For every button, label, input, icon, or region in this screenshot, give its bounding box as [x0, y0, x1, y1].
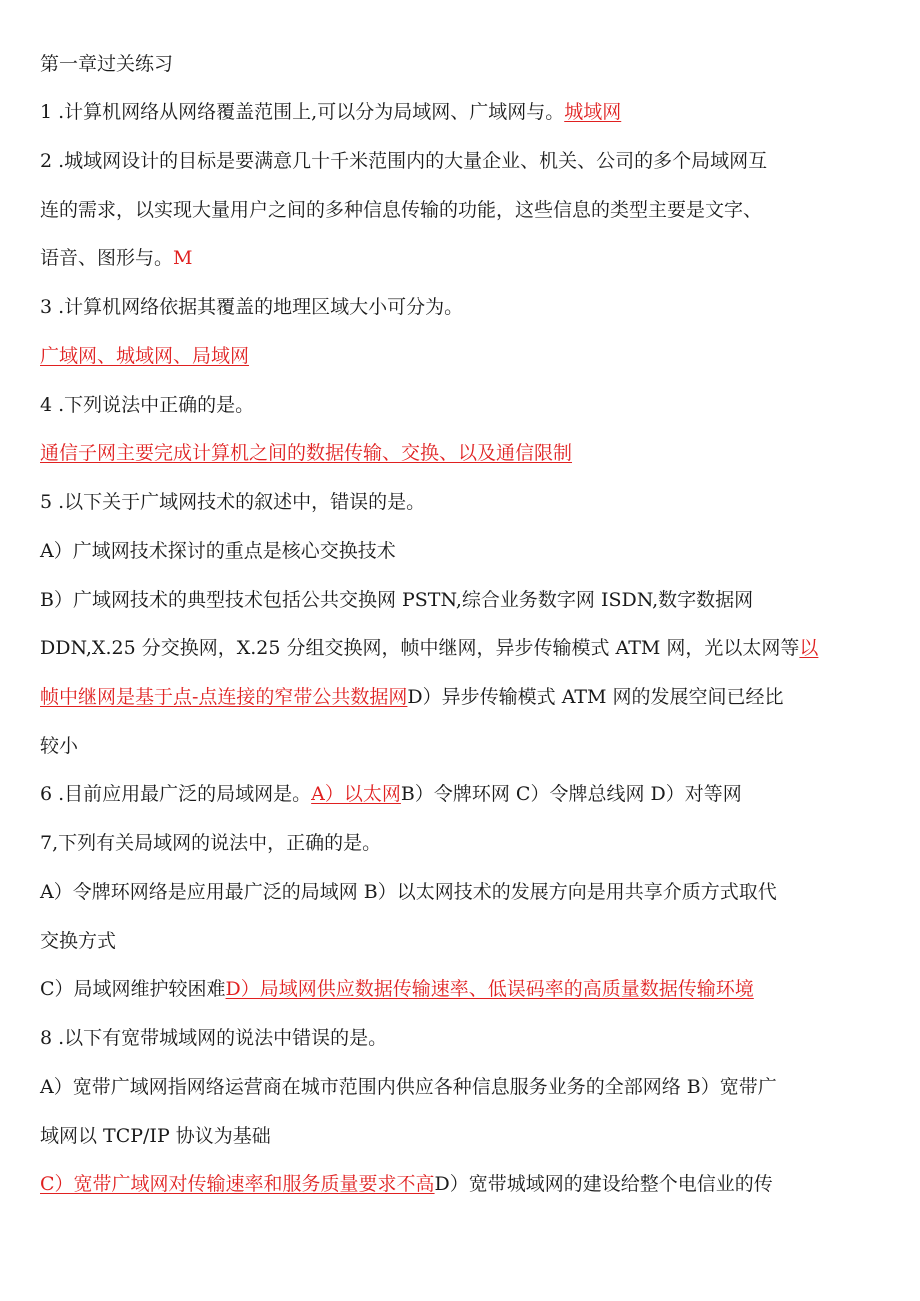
answer-4: 通信子网主要完成计算机之间的数据传输、交换、以及通信限制	[40, 442, 573, 464]
question-2-text: 语音、图形与。	[40, 247, 174, 269]
question-2-line-1: 2 .城域网设计的目标是要满意几十千米范围内的大量企业、机关、公司的多个局域网互	[40, 150, 768, 172]
question-7-line: 7,下列有关局域网的说法中，正确的是。	[40, 832, 382, 854]
answer-7: D）局域网供应数据传输速率、低误码率的高质量数据传输环境	[225, 978, 754, 1000]
question-1-line	[40, 100, 880, 124]
question-1-text: 1 .计算机网络从网络覆盖范围上,可以分为局域网、广域网与。	[40, 101, 565, 123]
question-8-answer-line	[40, 1172, 880, 1196]
question-4-line: 4 .下列说法中正确的是。	[40, 394, 255, 416]
question-2-line-3	[40, 246, 880, 270]
question-6-text: 6 .目前应用最广泛的局域网是。	[40, 783, 312, 805]
question-8-options-line-1: A）宽带广域网指网络运营商在城市范围内供应各种信息服务业务的全部网络 B）宽带广	[40, 1076, 777, 1098]
answer-2: M	[173, 247, 193, 269]
question-8-option-d: D）宽带城域网的建设给整个电信业的传	[434, 1173, 773, 1195]
question-7-options-line-2: 交换方式	[40, 930, 117, 952]
answer-1: 城域网	[564, 101, 622, 123]
question-7-answer-line	[40, 977, 880, 1001]
question-5-answer-line	[40, 685, 880, 709]
question-3-line: 3 .计算机网络依据其覆盖的地理区域大小可分为。	[40, 296, 464, 318]
question-5-line: 5 .以下关于广域网技术的叙述中，错误的是。	[40, 491, 426, 513]
answer-3-line	[40, 344, 880, 368]
document-title: 第一章过关练习	[40, 53, 174, 75]
question-5-option-b-line-1: B）广域网技术的典型技术包括公共交换网 PSTN,综合业务数字网 ISDN,数字数据网	[40, 589, 754, 611]
question-8-options-line-2: 域网以 TCP/IP 协议为基础	[40, 1125, 271, 1147]
question-8-line: 8 .以下有宽带城域网的说法中错误的是。	[40, 1027, 388, 1049]
question-6-line	[40, 782, 880, 806]
question-5-option-d-text: D）异步传输模式 ATM 网的发展空间已经比	[407, 686, 784, 708]
question-5-option-a: A）广域网技术探讨的重点是核心交换技术	[40, 540, 396, 562]
question-5-option-d-continued: 较小	[40, 735, 79, 757]
question-7-options-line-1: A）令牌环网络是应用最广泛的局域网 B）以太网技术的发展方向是用共享介质方式取代	[40, 881, 777, 903]
question-2-line-2: 连的需求，以实现大量用户之间的多种信息传输的功能，这些信息的类型主要是文字、	[40, 199, 763, 221]
answer-8: C）宽带广域网对传输速率和服务质量要求不高	[40, 1173, 435, 1195]
question-6-options: B）令牌环网 C）令牌总线网 D）对等网	[400, 783, 742, 805]
answer-3: 广域网、城域网、局域网	[40, 345, 250, 367]
question-5-option-b-text: DDN,X.25 分交换网，X.25 分组交换网，帧中继网，异步传输模式 ATM 网，光以太网等	[40, 637, 800, 659]
answer-5-part-2: 帧中继网是基于点-点连接的窄带公共数据网	[40, 686, 408, 708]
answer-6: A）以太网	[311, 783, 401, 805]
question-5-option-b-line-2	[40, 636, 880, 660]
question-7-option-c: C）局域网维护较困难	[40, 978, 226, 1000]
answer-5-part-1: 以	[799, 637, 819, 659]
answer-4-line	[40, 441, 880, 465]
